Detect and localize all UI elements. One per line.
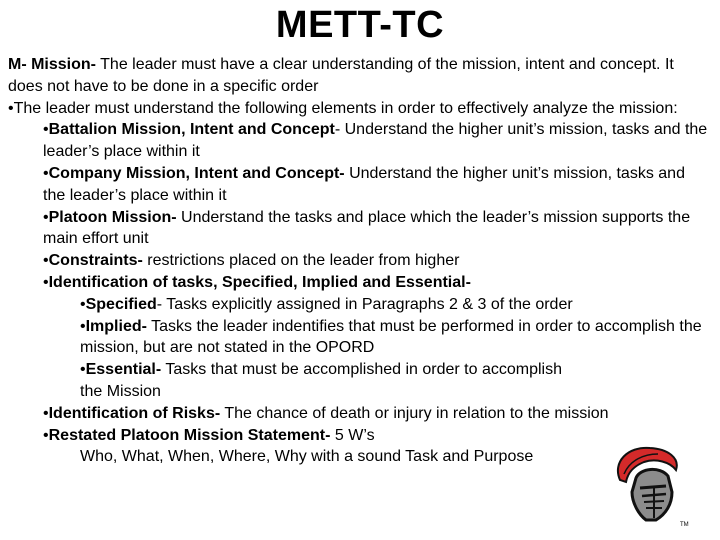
sub-item-essential bbox=[8, 359, 708, 381]
list-item-tasks bbox=[8, 272, 708, 294]
essential-text: Tasks that must be accomplished in order to accomplish bbox=[161, 361, 562, 379]
bullet: • bbox=[80, 295, 86, 313]
essential-continuation: the Mission bbox=[80, 382, 161, 400]
restated-continuation: Who, What, When, Where, Why with a sound Task and Purpose bbox=[80, 448, 534, 466]
platoon-term: Platoon Mission- bbox=[48, 208, 177, 226]
bullet: • bbox=[80, 361, 86, 379]
risks-text: The chance of death or injury in relation to the mission bbox=[220, 404, 609, 422]
restated-text: 5 W’s bbox=[330, 426, 375, 444]
list-item-company bbox=[8, 163, 708, 207]
list-item-restated bbox=[8, 425, 708, 447]
bullet: • bbox=[43, 404, 49, 422]
body-text bbox=[8, 54, 708, 468]
essential-term: Essential- bbox=[85, 361, 162, 379]
bullet: • bbox=[43, 164, 49, 182]
mission-term: M- Mission- bbox=[8, 56, 96, 73]
bullet: • bbox=[43, 426, 49, 444]
risks-term: Identification of Risks- bbox=[48, 404, 221, 422]
page-title: METT-TC bbox=[275, 4, 445, 46]
trademark-mark: TM bbox=[680, 522, 689, 528]
list-item-risks bbox=[8, 403, 708, 425]
bullet: • bbox=[43, 252, 49, 270]
company-term: Company Mission, Intent and Concept- bbox=[48, 164, 345, 182]
company-text: Understand the higher unit’s mission, tasks and the leader’s place within it bbox=[43, 164, 685, 204]
constraints-term: Constraints- bbox=[48, 252, 143, 270]
implied-text: Tasks the leader indentifies that must be performed in order to accomplish the mission, but are not stated in the OPORD bbox=[80, 317, 702, 357]
list-item-battalion bbox=[8, 119, 708, 163]
mission-paragraph bbox=[8, 54, 708, 98]
knight-helmet-icon bbox=[610, 440, 690, 530]
restated-term: Restated Platoon Mission Statement- bbox=[48, 426, 331, 444]
bullet: • bbox=[80, 317, 86, 335]
battalion-text: - Understand the higher unit’s mission, tasks and the leader’s place within it bbox=[43, 121, 708, 161]
battalion-term: Battalion Mission, Intent and Concept bbox=[48, 121, 335, 139]
platoon-text: Understand the tasks and place which the leader’s mission supports the main effort unit bbox=[43, 208, 691, 248]
bullet: • bbox=[43, 273, 49, 291]
list-item-platoon bbox=[8, 207, 708, 251]
implied-term: Implied- bbox=[85, 317, 147, 335]
specified-text: - Tasks explicitly assigned in Paragraphs 2 & 3 of the order bbox=[156, 295, 573, 313]
constraints-text: restrictions placed on the leader from higher bbox=[142, 252, 460, 270]
specified-term: Specified bbox=[85, 295, 157, 313]
bullet: • bbox=[43, 121, 49, 139]
sub-item-implied bbox=[8, 316, 708, 360]
intro-paragraph: •The leader must understand the following elements in order to effectively analyze the mission: bbox=[8, 99, 678, 117]
mission-text: The leader must have a clear understanding of the mission, intent and concept. It does not have to be done in a specific order bbox=[8, 56, 674, 95]
tasks-term: Identification of tasks, Specified, Implied and Essential- bbox=[48, 273, 471, 291]
bullet: • bbox=[43, 208, 49, 226]
list-item-constraints bbox=[8, 250, 708, 272]
sub-item-specified bbox=[8, 294, 708, 316]
